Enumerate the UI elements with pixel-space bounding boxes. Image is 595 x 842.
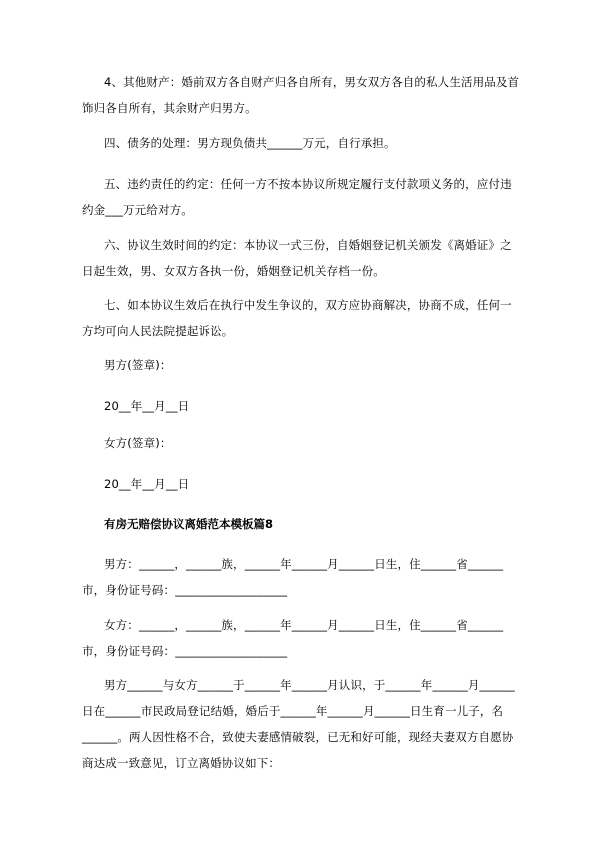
clause-effective-time: 六、协议生效时间的约定：本协议一式三份，自婚姻登记机关颁发《离婚证》之日起生效，男、女双方各执一份，婚姻登记机关存档一份。 — [82, 238, 512, 278]
marriage-background: 男方______与女方______于______年______月认识，于______年______月______日在______市民政局登记结婚，婚后于______年______月______日生育一儿子，名______。两人因性格不合，致使夫妻感情破裂，已无和好可能，现经夫妻双方自愿协商达成一致意见，订立离婚协议如下： — [82, 678, 515, 770]
clause-dispute-resolution: 七、如本协议生效后在执行中发生争议的，双方应协商解决，协商不成，任何一方均可向人民法院提起诉讼。 — [82, 298, 512, 338]
clause-breach-liability: 五、违约责任的约定：任何一方不按本协议所规定履行支付款项义务的，应付违约金___万元给对方。 — [82, 177, 512, 217]
clause-other-property: 4、其他财产：婚前双方各自财产归各自所有，男女双方各自的私人生活用品及首饰归各自所有，其余财产归男方。 — [82, 75, 520, 115]
female-signature-date: 20__年__月__日 — [104, 477, 190, 491]
male-party-info: 男方：______，______族，______年______月______日生，住______省______市，身份证号码：___________________ — [82, 557, 504, 597]
female-signature-line: 女方(签章)： — [104, 436, 172, 450]
section-title: 有房无赔偿协议离婚范本模板篇8 — [104, 517, 273, 531]
male-signature-date: 20__年__月__日 — [104, 399, 190, 413]
clause-debt-handling: 四、债务的处理：男方现负债共______万元，自行承担。 — [104, 136, 396, 150]
female-party-info: 女方：______，______族，______年______月______日生，住______省______市，身份证号码：___________________ — [82, 618, 504, 658]
male-signature-line: 男方(签章)： — [104, 358, 172, 372]
